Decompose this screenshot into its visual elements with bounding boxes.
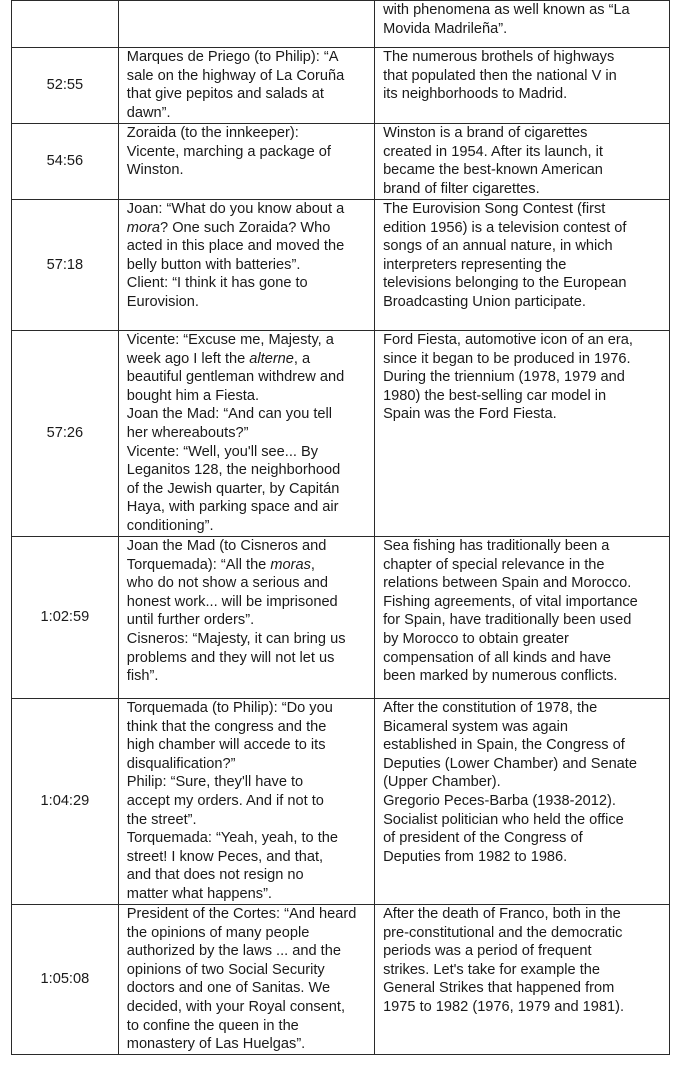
dialogue-line: Cisneros: “Majesty, it can bring us (126, 630, 346, 647)
dialogue-line: monastery of Las Huelgas”. (126, 1036, 306, 1053)
context-note-cell (375, 331, 670, 537)
timestamp: 57:18 (46, 256, 84, 273)
dialogue-line: week ago I left the alterne, a (126, 350, 311, 367)
dialogue-line: to confine the queen in the (126, 1017, 299, 1034)
dialogue-line: high chamber will accede to its (126, 737, 326, 754)
dialogue-cell (118, 331, 374, 537)
note-line: televisions belonging to the European (383, 275, 627, 292)
note-line: Movida Madrileña”. (383, 20, 508, 37)
timestamp-cell (12, 905, 119, 1055)
timestamp: 1:02:59 (40, 609, 90, 626)
dialogue-line: belly button with batteries”. (126, 256, 301, 273)
dialogue-line: disqualification?” (126, 755, 236, 772)
note-line: strikes. Let's take for example the (383, 961, 600, 978)
note-line: by Morocco to obtain greater (383, 630, 569, 647)
dialogue-line: matter what happens”. (126, 885, 272, 902)
dialogue-line: of the Jewish quarter, by Capitán (126, 480, 340, 497)
context-note-cell (375, 537, 670, 699)
note-line: interpreters representing the (383, 256, 567, 273)
timestamp: 57:26 (46, 425, 84, 442)
timestamp: 54:56 (46, 153, 84, 170)
dialogue-line: until further orders”. (126, 612, 255, 629)
dialogue-line: fish”. (126, 668, 159, 685)
note-line: The numerous brothels of highways (383, 49, 615, 65)
timestamp-cell (12, 537, 119, 699)
dialogue-line: Joan the Mad: “And can you tell (126, 406, 333, 423)
dialogue-line: accept my orders. And if not to (126, 792, 324, 809)
dialogue-line: problems and they will not let us (126, 649, 335, 666)
dialogue-line: Eurovision. (126, 293, 199, 310)
dialogue-line: Marques de Priego (to Philip): “A (126, 49, 339, 65)
note-line: General Strikes that happened from (383, 980, 615, 997)
dialogue-line: acted in this place and moved the (126, 238, 345, 255)
dialogue-line: mora? One such Zoraida? Who (126, 219, 331, 236)
timestamp: 1:05:08 (40, 971, 90, 988)
note-line: chapter of special relevance in the (383, 556, 605, 573)
note-line: The Eurovision Song Contest (first (383, 201, 606, 217)
note-line: After the constitution of 1978, the (383, 700, 598, 716)
dialogue-line: Client: “I think it has gone to (126, 275, 308, 292)
dialogue-line: her whereabouts?” (126, 424, 249, 441)
dialogue-line: the street”. (126, 811, 197, 828)
note-line: Deputies (Lower Chamber) and Senate (383, 755, 637, 772)
timestamp-cell (12, 699, 119, 905)
note-line: edition 1956) is a television contest of (383, 219, 627, 236)
note-line: During the triennium (1978, 1979 and (383, 369, 625, 386)
note-line: (Upper Chamber). (383, 774, 501, 791)
dialogue-cell (118, 905, 374, 1055)
table-row (12, 124, 670, 200)
timestamp-cell (12, 1, 119, 48)
table-body (12, 1, 670, 1055)
dialogue-cell (118, 537, 374, 699)
note-line: Socialist politician who held the office (383, 811, 624, 828)
context-note-cell (375, 699, 670, 905)
dialogue-line: Joan: “What do you know about a (126, 201, 345, 217)
dialogue-line: Zoraida (to the innkeeper): (126, 125, 299, 141)
dialogue-line: President of the Cortes: “And heard (126, 906, 357, 922)
timestamp-cell (12, 200, 119, 331)
note-line: been marked by numerous conflicts. (383, 668, 618, 685)
note-line: Winston is a brand of cigarettes (383, 125, 588, 141)
note-line: songs of an annual nature, in which (383, 238, 613, 255)
dialogue-cell (118, 200, 374, 331)
dialogue-line: Torquemada: “Yeah, yeah, to the (126, 830, 338, 847)
note-line: that populated then the national V in (383, 67, 617, 84)
note-line: Broadcasting Union participate. (383, 293, 586, 310)
note-line: Spain was the Ford Fiesta. (383, 406, 557, 423)
note-line: of president of the Congress of (383, 830, 583, 847)
annotation-table (11, 0, 670, 1055)
table-row (12, 48, 670, 124)
table-row (12, 905, 670, 1055)
table-row (12, 200, 670, 331)
dialogue-line: bought him a Fiesta. (126, 387, 260, 404)
dialogue-line: who do not show a serious and (126, 575, 328, 592)
timestamp: 1:04:29 (40, 793, 90, 810)
note-line: Gregorio Peces-Barba (1938-2012). (383, 792, 616, 809)
dialogue-line: conditioning”. (126, 517, 214, 534)
dialogue-line: dawn”. (126, 104, 171, 121)
note-line: Sea fishing has traditionally been a (383, 538, 610, 554)
note-line: After the death of Franco, both in the (383, 906, 621, 922)
dialogue-line: Vicente: “Well, you'll see... By (126, 443, 319, 460)
dialogue-cell (118, 1, 374, 48)
dialogue-line: Haya, with parking space and air (126, 499, 339, 516)
table-row (12, 699, 670, 905)
dialogue-line: doctors and one of Sanitas. We (126, 980, 331, 997)
note-line: periods was a period of frequent (383, 943, 592, 960)
note-line: since it began to be produced in 1976. (383, 350, 631, 367)
dialogue-line: think that the congress and the (126, 718, 327, 735)
timestamp-cell (12, 124, 119, 200)
dialogue-line: Winston. (126, 162, 184, 179)
table-row (12, 537, 670, 699)
note-line: Fishing agreements, of vital importance (383, 593, 638, 610)
context-note-cell (375, 48, 670, 124)
dialogue-line: street! I know Peces, and that, (126, 848, 324, 865)
dialogue-line: Torquemada): “All the moras, (126, 556, 315, 573)
dialogue-cell (118, 48, 374, 124)
note-line: with phenomena as well known as “La (383, 2, 630, 18)
note-line: 1975 to 1982 (1976, 1979 and 1981). (383, 998, 625, 1015)
dialogue-line: Torquemada (to Philip): “Do you (126, 700, 333, 716)
dialogue-line: and that does not resign no (126, 867, 304, 884)
dialogue-line: Philip: “Sure, they'll have to (126, 774, 304, 791)
note-line: Ford Fiesta, automotive icon of an era, (383, 332, 633, 348)
dialogue-line: Vicente: “Excuse me, Majesty, a (126, 332, 334, 348)
note-line: became the best-known American (383, 162, 603, 179)
dialogue-line: sale on the highway of La Coruña (126, 67, 345, 84)
note-line: relations between Spain and Morocco. (383, 575, 632, 592)
dialogue-line: Vicente, marching a package of (126, 143, 331, 160)
timestamp: 52:55 (46, 77, 84, 94)
note-line: its neighborhoods to Madrid. (383, 86, 568, 103)
note-line: pre-constitutional and the democratic (383, 924, 623, 941)
note-line: established in Spain, the Congress of (383, 737, 625, 754)
timestamp-cell (12, 331, 119, 537)
table-row (12, 331, 670, 537)
context-note-cell (375, 200, 670, 331)
note-line: created in 1954. After its launch, it (383, 143, 603, 160)
dialogue-line: authorized by the laws ... and the (126, 943, 341, 960)
dialogue-cell (118, 699, 374, 905)
dialogue-line: that give pepitos and salads at (126, 86, 324, 103)
dialogue-line: beautiful gentleman withdrew and (126, 369, 345, 386)
dialogue-line: Leganitos 128, the neighborhood (126, 462, 341, 479)
dialogue-line: decided, with your Royal consent, (126, 998, 345, 1015)
note-line: brand of filter cigarettes. (383, 180, 540, 197)
note-line: Deputies from 1982 to 1986. (383, 848, 568, 865)
context-note-cell (375, 124, 670, 200)
context-note-cell (375, 905, 670, 1055)
note-line: compensation of all kinds and have (383, 649, 612, 666)
context-note-cell (375, 1, 670, 48)
dialogue-cell (118, 124, 374, 200)
note-line: Bicameral system was again (383, 718, 568, 735)
timestamp-cell (12, 48, 119, 124)
dialogue-line: Joan the Mad (to Cisneros and (126, 538, 327, 554)
note-line: for Spain, have traditionally been used (383, 612, 632, 629)
dialogue-line: honest work... will be imprisoned (126, 593, 338, 610)
dialogue-line: the opinions of many people (126, 924, 310, 941)
dialogue-line: opinions of two Social Security (126, 961, 325, 978)
table-row (12, 1, 670, 48)
note-line: 1980) the best-selling car model in (383, 387, 607, 404)
